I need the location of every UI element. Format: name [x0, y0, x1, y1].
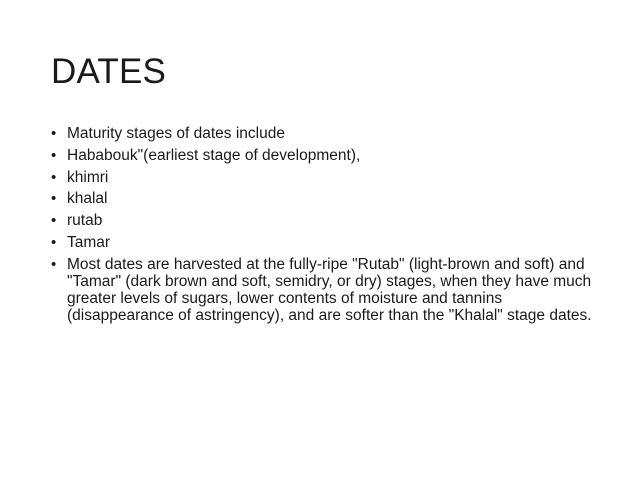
bullet-text: Tamar: [67, 233, 111, 251]
bullet-item: [51, 190, 601, 207]
bullet-text: khimri: [67, 168, 109, 186]
bullet-text: Most dates are harvested at the fully-ripe "Rutab" (light-brown and soft) and "Tamar" (dark brown and soft, semidry, or dry) stages, when they have much greater levels of sugars, lower contents of moisture and tannins (disappearance of astringency), and are softer than the "Khalal" stage dates.: [67, 255, 592, 324]
bullet-item: [51, 234, 601, 251]
bullet-text: Maturity stages of dates include: [67, 125, 285, 142]
bullet-dot-icon: •: [51, 255, 57, 273]
bullet-dot-icon: •: [51, 190, 57, 208]
slide-title: DATES: [51, 52, 167, 91]
bullet-text: rutab: [67, 212, 103, 230]
bullet-text: khalal: [67, 190, 108, 208]
bullet-item: [51, 169, 601, 186]
bullet-list: [51, 125, 601, 329]
bullet-dot-icon: •: [51, 168, 57, 186]
bullet-item: [51, 212, 601, 229]
bullet-item: [51, 147, 601, 164]
bullet-dot-icon: •: [51, 146, 57, 164]
bullet-dot-icon: •: [51, 233, 57, 251]
bullet-item: [51, 125, 601, 142]
bullet-item: [51, 256, 601, 324]
bullet-dot-icon: •: [51, 212, 57, 230]
bullet-text: Hababouk"(earliest stage of development),: [67, 146, 361, 164]
bullet-dot-icon: •: [51, 125, 57, 142]
